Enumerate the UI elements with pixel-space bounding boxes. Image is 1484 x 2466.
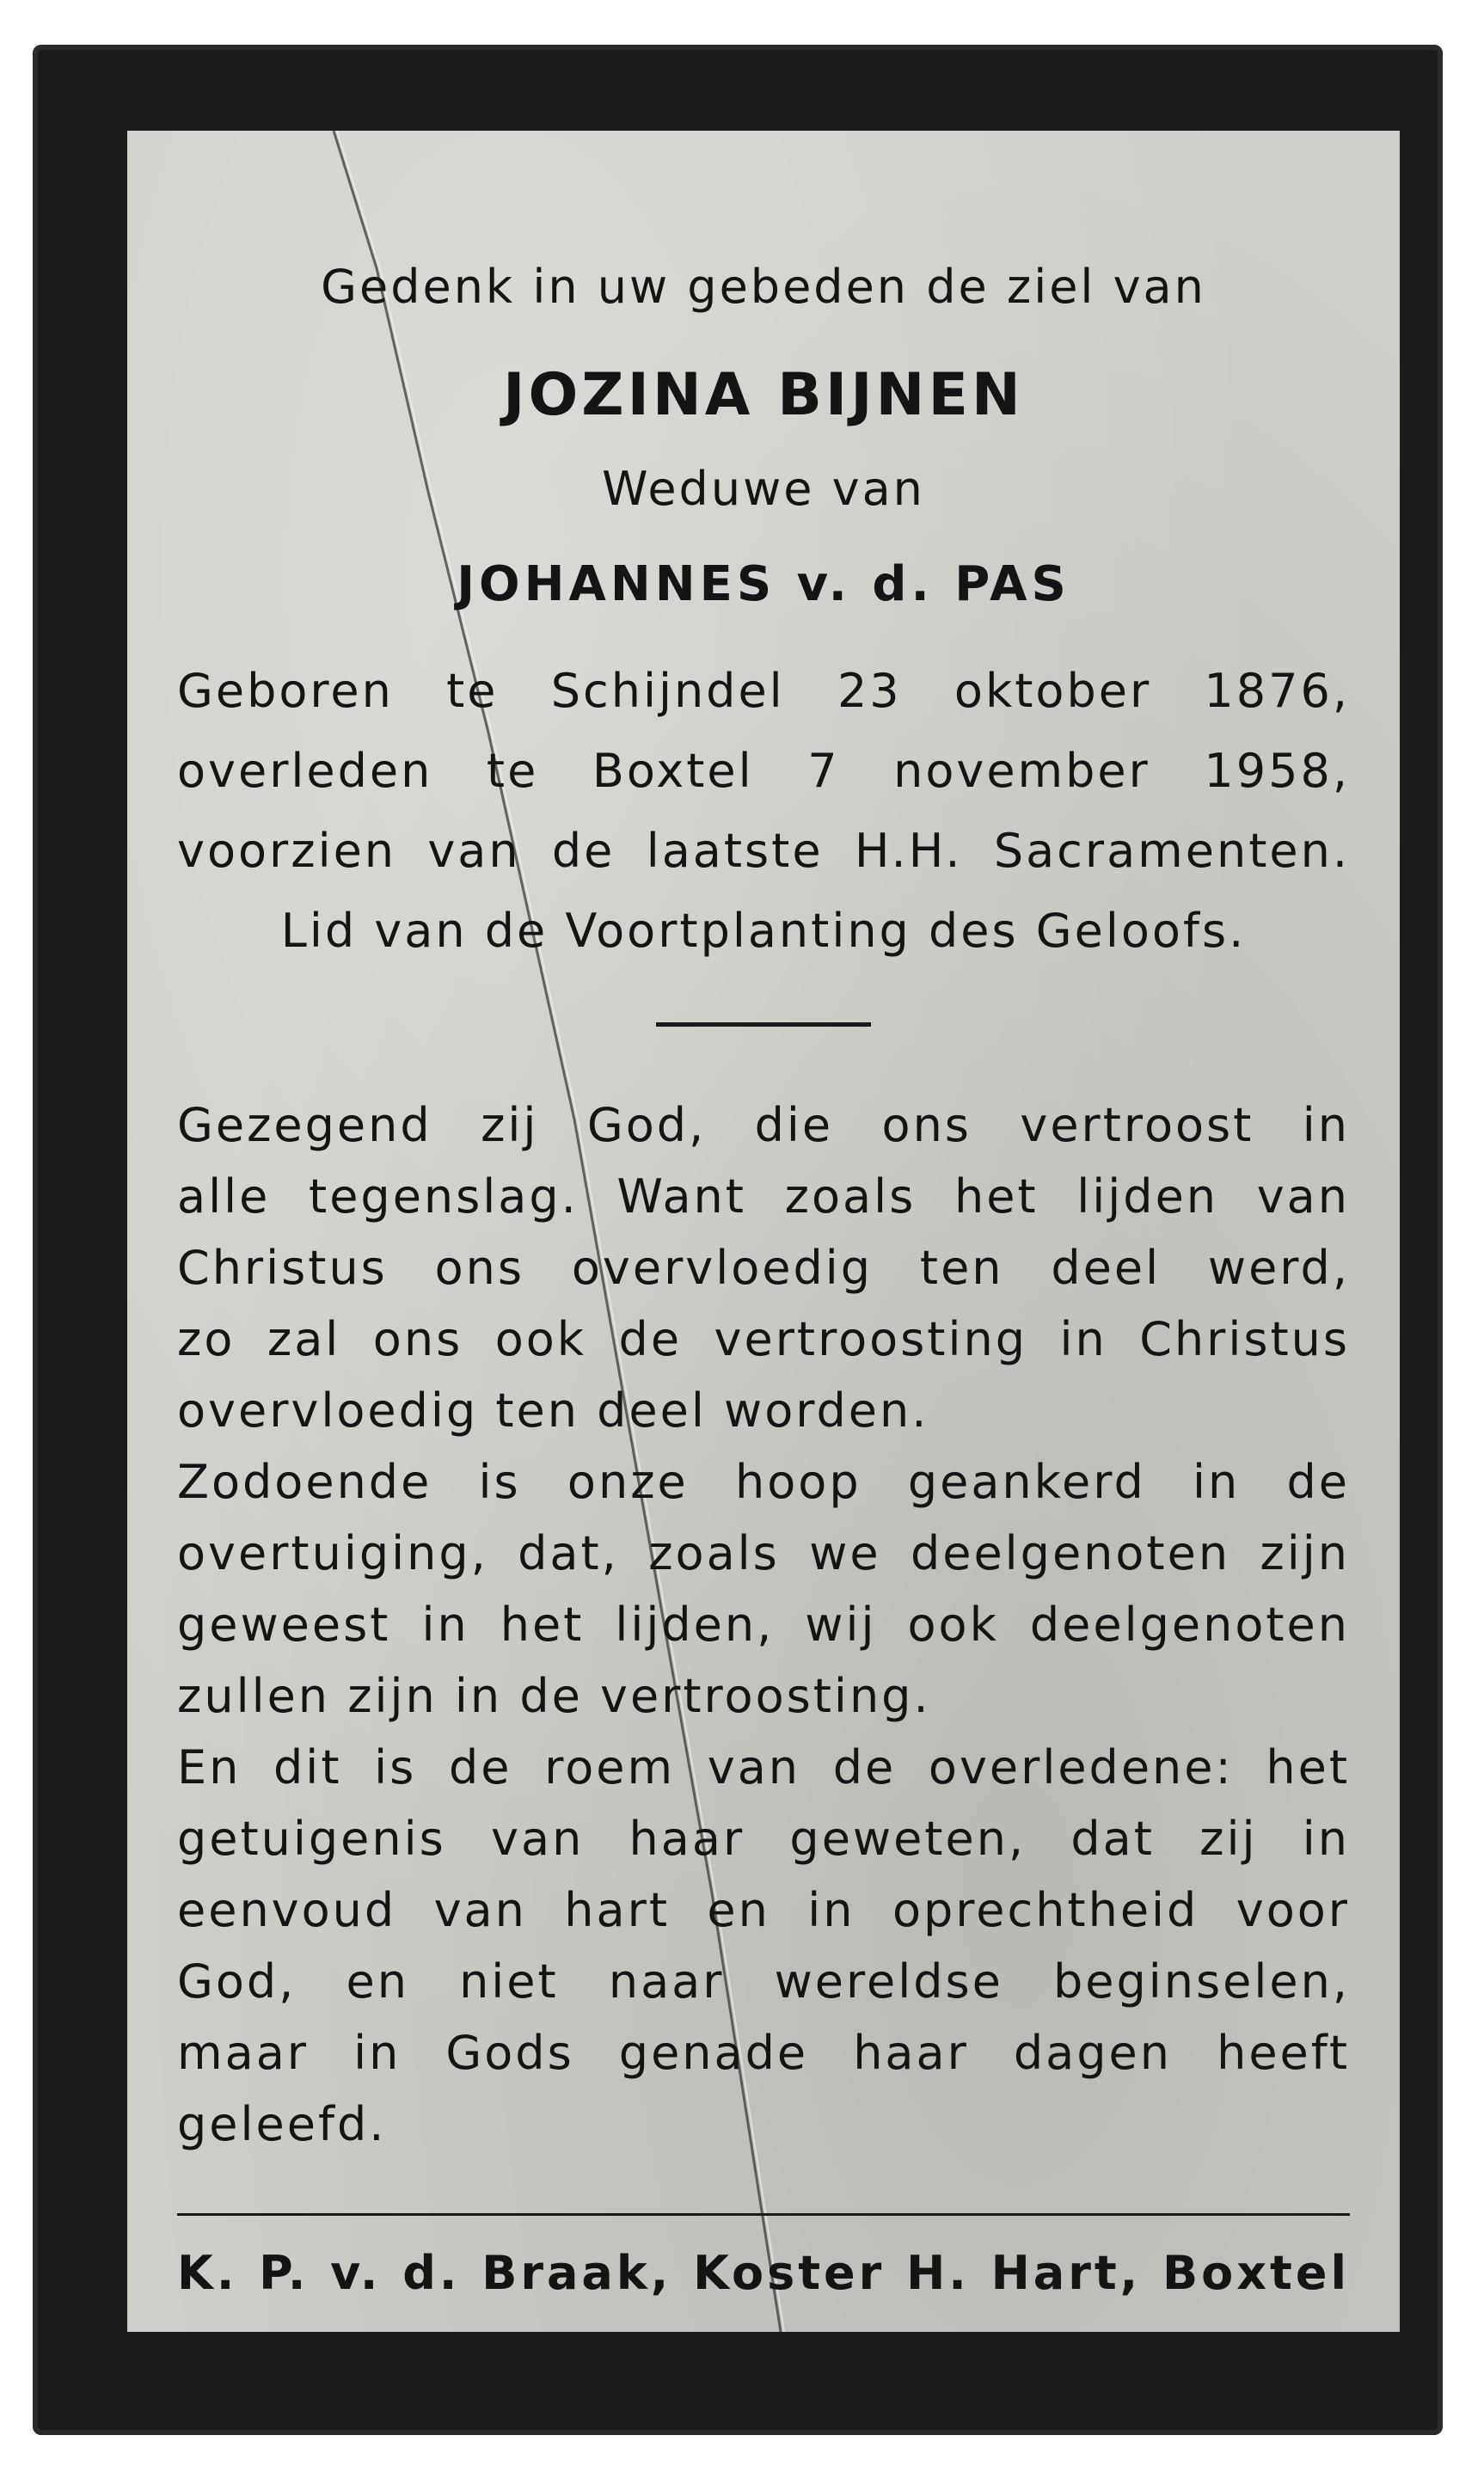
verse-line: geweest in het lijden, wij ook deelgenoten [177,1598,1350,1652]
membership-line: Lid van de Voortplanting des Geloofs. [280,904,1247,958]
printer-line [177,2246,1350,2300]
birth-line: Geboren te Schijndel 23 oktober 1876, [177,664,1350,718]
verse-line: alle tegenslag. Want zoals het lijden van [177,1169,1350,1224]
verse-line: zullen zijn in de vertroosting. [177,1669,931,1723]
verse-line: zo zal ons ook de vertroosting in Christus [177,1312,1350,1366]
verse-line: geleefd. [177,2097,387,2151]
intro-line: Gedenk in uw gebeden de ziel van [321,260,1206,314]
sacraments-line: voorzien van de laatste H.H. Sacramenten. [177,824,1350,878]
life-details [177,651,1350,971]
verse-block [177,1089,1350,2160]
deceased-name: JOZINA BIJNEN [503,361,1024,429]
divider-short [656,1022,871,1027]
printer-text: K. P. v. d. Braak, Koster H. Hart, Boxtel [177,2246,1350,2300]
verse-line: En dit is de roem van de overledene: het [177,1740,1350,1794]
divider-bottom [177,2213,1350,2216]
death-line: overleden te Boxtel 7 november 1958, [177,744,1350,798]
mourning-card-frame [33,45,1443,2435]
verse-line: Gezegend zij God, die ons vertroost in [177,1098,1350,1152]
widow-of-line: Weduwe van [602,462,925,516]
verse-line: Zodoende is onze hoop geankerd in de [177,1455,1350,1509]
verse-line: God, en niet naar wereldse beginselen, [177,1954,1350,2009]
verse-line: eenvoud van hart en in oprechtheid voor [177,1883,1350,1937]
verse-line: overtuiging, dat, zoals we deelgenoten zijn [177,1526,1350,1580]
verse-line: overvloedig ten deel worden. [177,1383,929,1438]
verse-line: getuigenis van haar geweten, dat zij in [177,1812,1350,1866]
card-paper [127,131,1400,2332]
verse-line: maar in Gods genade haar dagen heeft [177,2026,1350,2080]
husband-name: JOHANNES v. d. PAS [457,556,1070,612]
verse-line: Christus ons overvloedig ten deel werd, [177,1241,1350,1295]
